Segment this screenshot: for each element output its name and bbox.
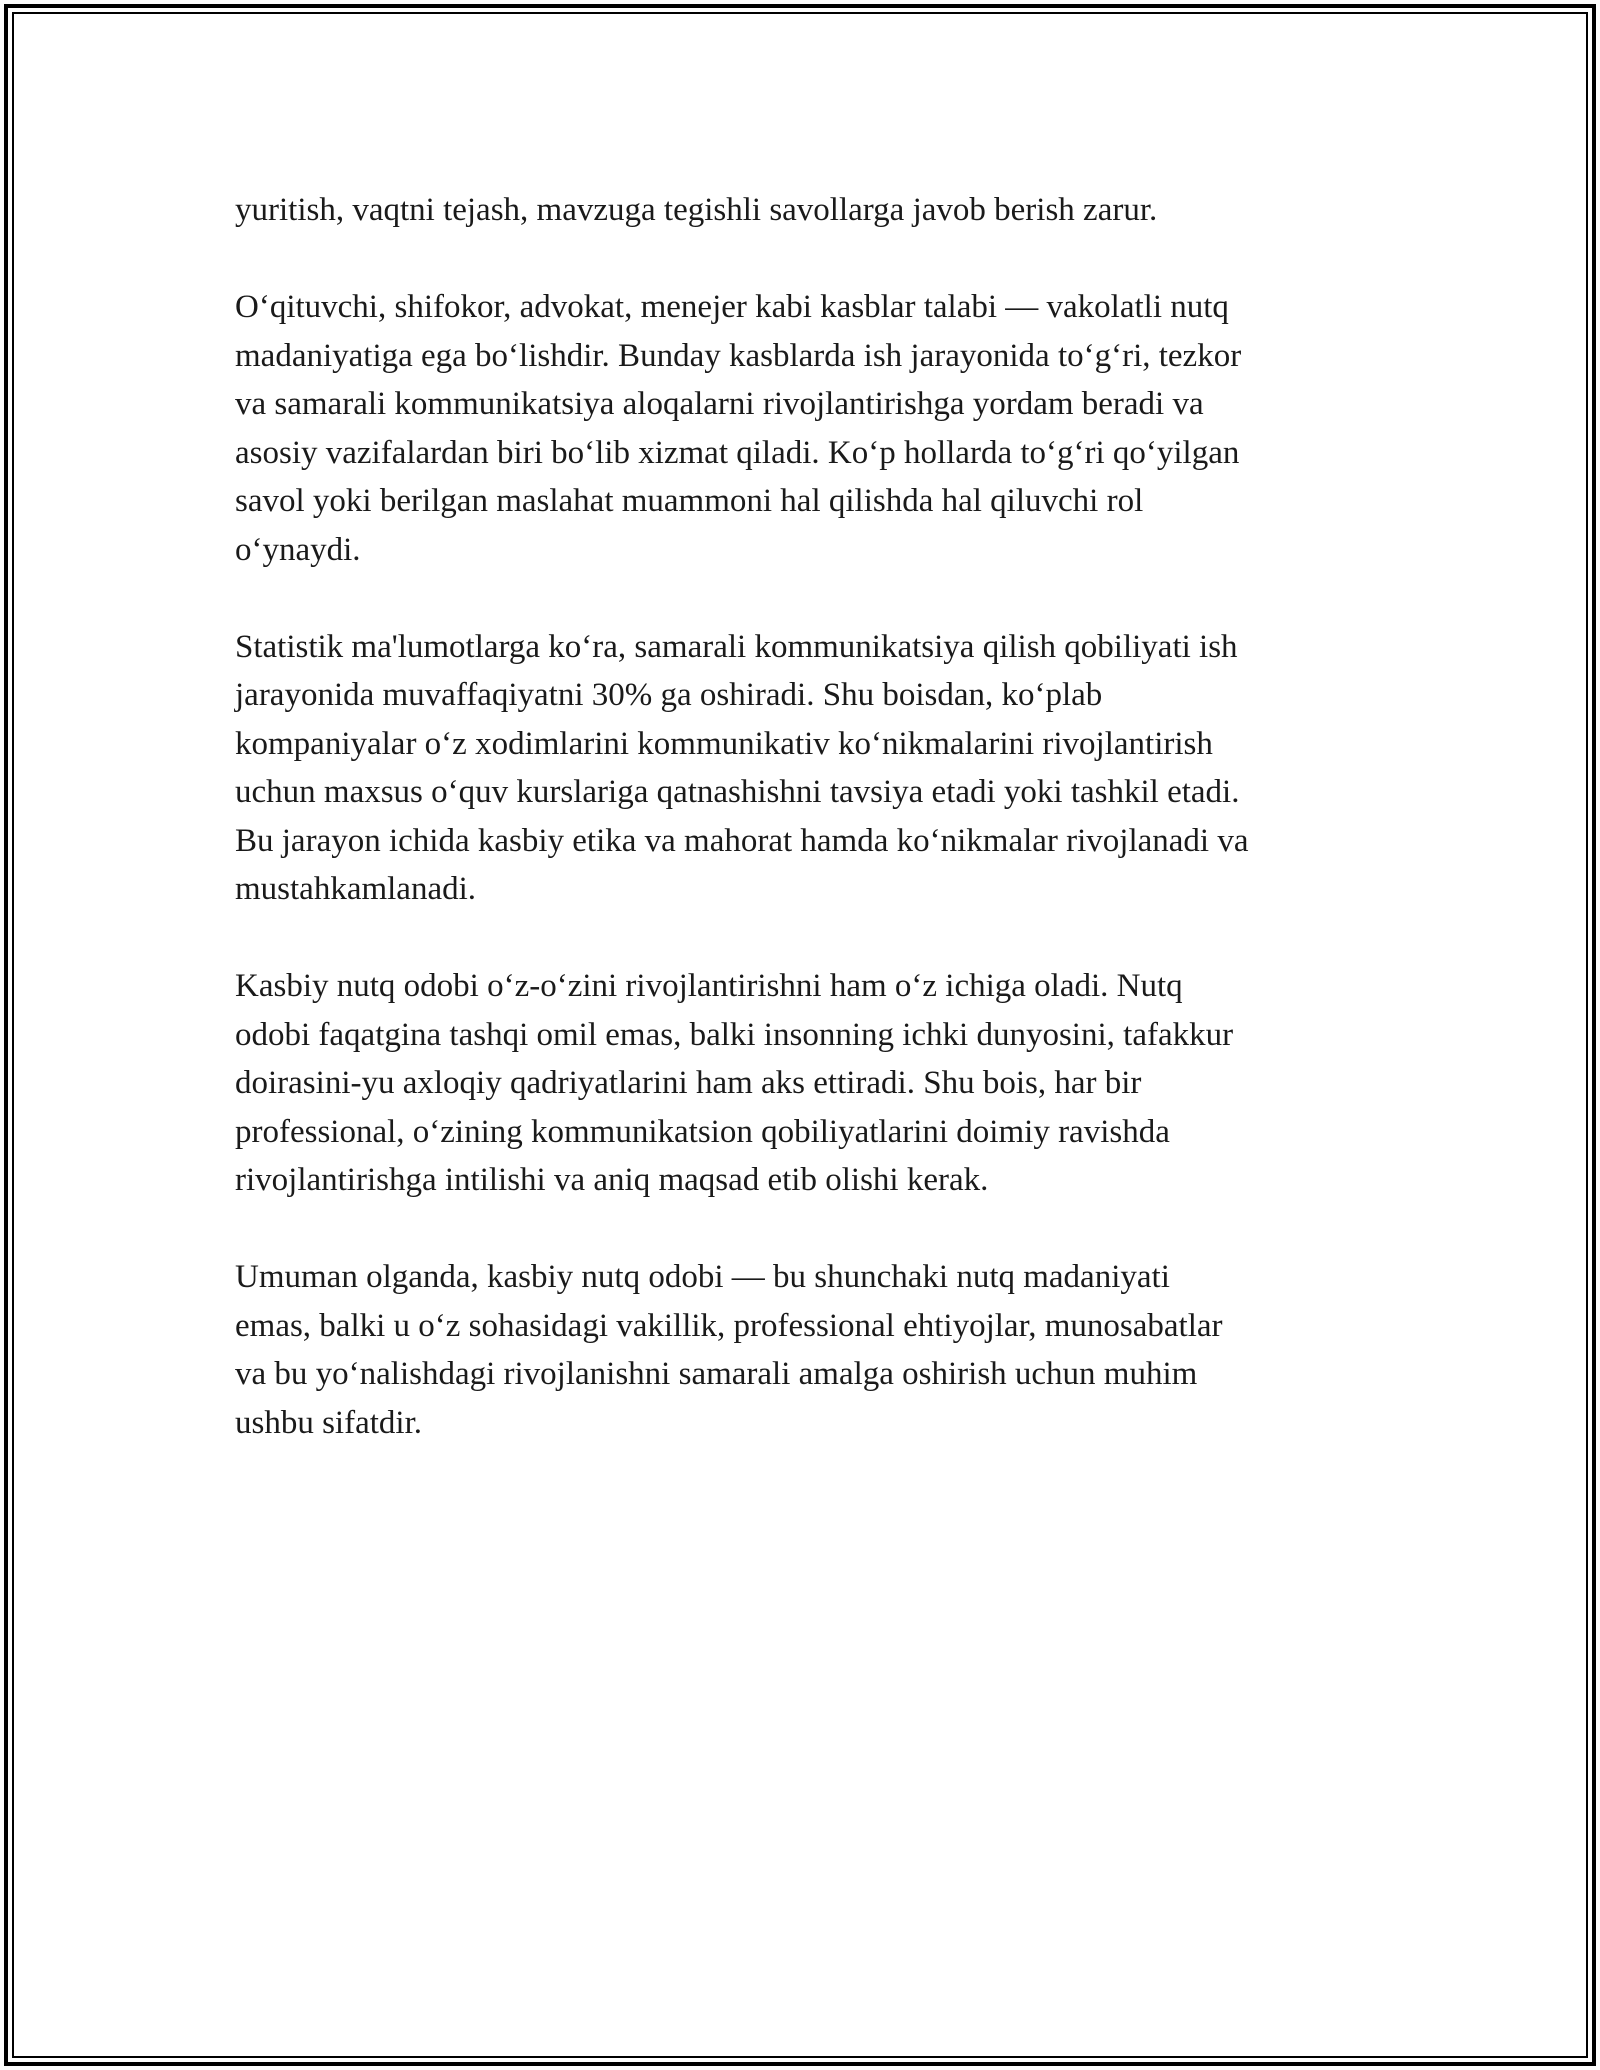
paragraph-continuation: yuritish, vaqtni tejash, mavzuga tegishli savollarga javob berish zarur.: [235, 192, 1158, 228]
paragraph-statistics: Statistik ma'lumotlarga ko‘ra, samarali kommunikatsiya qilish qobiliyati ish jarayonida muvaffaqiyatni 30% ga oshiradi. Shu boisdan, ko‘plab kompaniyalar o‘z xodimlarini kommunikativ ko‘nikmalarini rivojlantirish uchun maxsus o‘quv kurslariga qatnashishni tavsiya etadi yoki tashkil etadi. Bu jarayon ichida kasbiy etika va mahorat hamda ko‘nikmalar rivojlanadi va mustahkamlanadi.: [235, 628, 1249, 907]
paragraph-conclusion: Umuman olganda, kasbiy nutq odobi — bu shunchaki nutq madaniyati emas, balki u o‘z sohasidagi vakillik, professional ehtiyojlar, munosabatlar va bu yo‘nalishdagi rivojlanishni samarali amalga oshirish uchun muhim ushbu sifatdir.: [235, 1259, 1223, 1441]
paragraph-professions: O‘qituvchi, shifokor, advokat, menejer kabi kasblar talabi — vakolatli nutq madaniyatiga ega bo‘lishdir. Bunday kasblarda ish jarayonida to‘g‘ri, tezkor va samarali kommunikatsiya aloqalarni rivojlantirishga yordam beradi va asosiy vazifalardan biri bo‘lib xizmat qiladi. Ko‘p hollarda to‘g‘ri qo‘yilgan savol yoki berilgan maslahat muammoni hal qilishda hal qiluvchi rol o‘ynaydi.: [235, 289, 1242, 568]
document-body: [235, 186, 1370, 1496]
paragraph-self-development: Kasbiy nutq odobi o‘z-o‘zini rivojlantirishni ham o‘z ichiga oladi. Nutq odobi faqatgina tashqi omil emas, balki insonning ichki dunyosini, tafakkur doirasini-yu axloqiy qadriyatlarini ham aks ettiradi. Shu bois, har bir professional, o‘zining kommunikatsion qobiliyatlarini doimiy ravishda rivojlantirishga intilishi va aniq maqsad etib olishi kerak.: [235, 968, 1234, 1198]
